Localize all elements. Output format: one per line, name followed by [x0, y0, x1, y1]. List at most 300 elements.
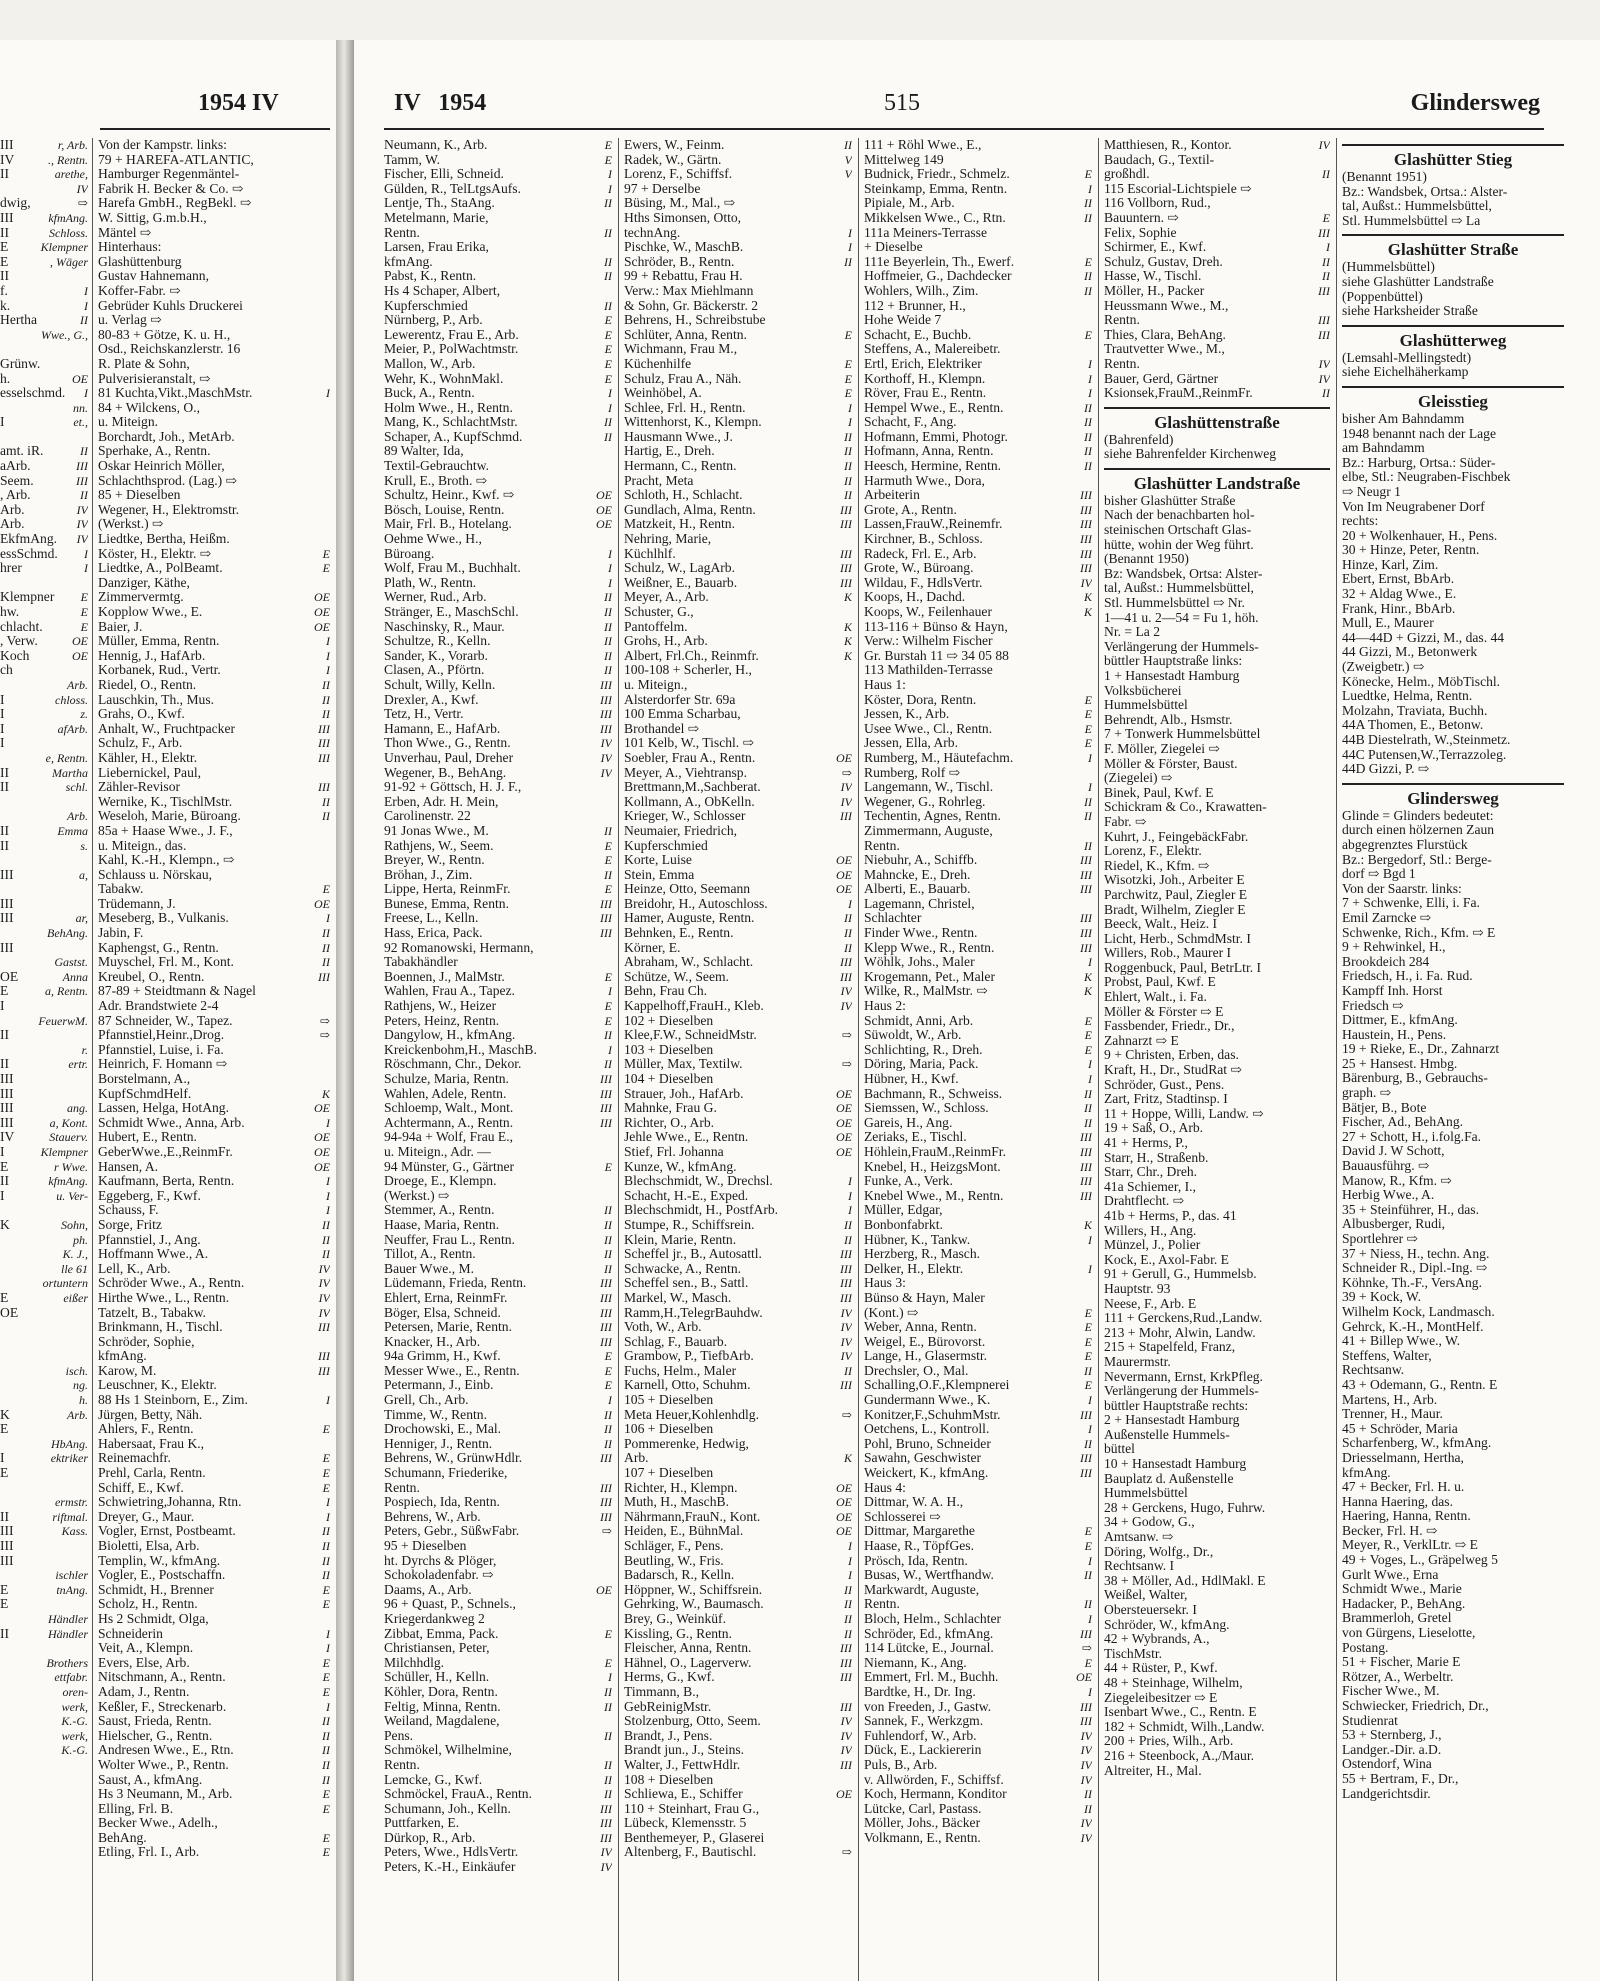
street-detail	[1104, 888, 1330, 903]
floor-marker: OE	[836, 853, 852, 868]
directory-entry	[384, 1262, 612, 1277]
entry-text: Mallon, W., Arb.	[384, 356, 476, 371]
street-detail	[1342, 1101, 1564, 1116]
floor-marker: II	[322, 1772, 330, 1787]
floor-marker: III	[840, 1641, 852, 1656]
directory-entry	[98, 678, 330, 693]
directory-entry	[384, 897, 612, 912]
floor-marker: I	[1088, 750, 1092, 765]
entry-text: amt. iR.	[0, 444, 44, 459]
floor-marker: I	[326, 1626, 330, 1641]
entry-text: Rechtsanw. I	[1104, 1559, 1175, 1574]
fragment-entry	[0, 1364, 88, 1379]
floor-marker: ⇨	[841, 1057, 852, 1072]
entry-text: Behrendt, Alb., Hsmstr.	[1104, 712, 1233, 727]
entry-text: Schröder, Sophie,	[98, 1334, 195, 1349]
entry-text: Hs 4 Schaper, Albert,	[384, 283, 501, 298]
entry-text: (Poppenbüttel)	[1342, 289, 1423, 304]
directory-entry	[98, 182, 330, 197]
floor-marker: II	[322, 1568, 330, 1583]
floor-marker: II	[1322, 167, 1330, 182]
floor-marker: III	[318, 1349, 330, 1364]
entry-text: Habersaat, Frau K.,	[98, 1436, 205, 1451]
entry-text: 53 + Sternberg, J.,	[1342, 1728, 1442, 1743]
entry-text: III	[0, 867, 14, 882]
street-detail	[1342, 911, 1564, 926]
entry-text: (Werkst.) ⇨	[384, 1188, 450, 1203]
directory-entry	[864, 240, 1092, 255]
directory-entry	[864, 284, 1092, 299]
entry-text: Wilke, R., MalMstr. ⇨	[864, 984, 988, 999]
floor-marker: II	[1084, 1101, 1092, 1116]
entry-text: Peters, K.-H., Einkäufer	[384, 1860, 516, 1875]
street-detail	[1342, 1042, 1564, 1057]
entry-text: 106 + Dieselben	[624, 1422, 714, 1437]
entry-text: Pischke, W., MaschB.	[624, 240, 744, 255]
entry-text: Friedsch ⇨	[1342, 998, 1404, 1013]
entry-text: Dittmer, E., kfmAng.	[1342, 1013, 1458, 1028]
entry-text: E	[0, 1159, 9, 1174]
entry-text: Nährmann,FrauN., Kont.	[624, 1509, 761, 1524]
floor-marker: II	[604, 823, 612, 838]
entry-text: 39 + Kock, W.	[1342, 1290, 1422, 1305]
directory-entry	[864, 1583, 1092, 1598]
directory-entry	[624, 1554, 852, 1569]
entry-text: Wöhlk, Johs., Maler	[864, 955, 975, 970]
directory-entry	[98, 1408, 330, 1423]
street-detail	[1342, 558, 1564, 573]
directory-entry	[624, 240, 852, 255]
floor-marker: IV	[1318, 138, 1330, 152]
street-detail	[1104, 1764, 1330, 1779]
fragment-entry	[0, 970, 88, 985]
right-column-3	[864, 138, 1092, 1845]
entry-text: Gehrck, K.-H., MontHelf.	[1342, 1319, 1484, 1334]
floor-marker: E	[604, 999, 612, 1014]
directory-entry	[624, 853, 852, 868]
entry-text: Grahs, O., Kwf.	[98, 707, 185, 722]
entry-text: Thon Wwe., G., Rentn.	[384, 736, 511, 751]
floor-marker: E	[604, 138, 612, 152]
directory-entry	[384, 1758, 612, 1773]
floor-marker: II	[322, 1232, 330, 1247]
entry-text: Larsen, Frau Erika,	[384, 240, 489, 255]
directory-entry	[98, 1043, 330, 1058]
directory-entry	[384, 1101, 612, 1116]
floor-marker: ⇨	[841, 1845, 852, 1860]
column-divider	[858, 138, 859, 1981]
floor-marker: II	[844, 926, 852, 941]
directory-entry	[864, 1495, 1092, 1510]
entry-text: Lauschkin, Th., Mus.	[98, 692, 215, 707]
entry-text: Schlosserei ⇨	[864, 1509, 941, 1524]
floor-marker: IV	[318, 1276, 330, 1291]
directory-entry	[98, 1028, 330, 1043]
entry-text: Weber, Anna, Rentn.	[864, 1320, 977, 1335]
entry-text: Achtermann, A., Rentn.	[384, 1115, 514, 1130]
entry-text: Köhler, Dora, Rentn.	[384, 1684, 498, 1699]
directory-entry	[98, 1685, 330, 1700]
entry-text: Beeck, Walt., Heiz. I	[1104, 917, 1218, 932]
directory-entry	[98, 1291, 330, 1306]
floor-marker: E	[1084, 1524, 1092, 1539]
entry-text: Von der Kampstr. links:	[98, 138, 227, 152]
directory-entry	[864, 839, 1092, 854]
street-detail	[1104, 1399, 1330, 1414]
street-detail	[1104, 800, 1330, 815]
entry-text: Hanna Haering, das.	[1342, 1494, 1453, 1509]
fragment-entry	[0, 824, 88, 839]
entry-text: 104 + Dieselben	[624, 1072, 714, 1086]
directory-entry	[624, 488, 852, 503]
directory-entry	[98, 693, 330, 708]
entry-text: Altenberg, F., Bautischl.	[624, 1845, 757, 1860]
entry-text: 100-108 + Scherler, H.,	[624, 663, 752, 678]
fragment-entry	[0, 1408, 88, 1423]
entry-text: Schloth, H., Schlacht.	[624, 488, 743, 503]
right-column-4	[1104, 138, 1330, 1778]
directory-entry	[864, 372, 1092, 387]
entry-text: Bösch, Louise, Rentn.	[384, 502, 505, 517]
entry-text: Parchwitz, Paul, Ziegler E	[1104, 887, 1248, 902]
entry-text: Kollmann, A., ObKelln.	[624, 794, 755, 809]
directory-entry	[384, 255, 612, 270]
floor-marker: II	[604, 648, 612, 663]
directory-entry	[864, 1510, 1092, 1525]
floor-marker: I	[1088, 356, 1092, 371]
street-detail	[1342, 675, 1564, 690]
entry-text: Kraft, H., Dr., StudRat ⇨	[1104, 1063, 1242, 1078]
street-detail	[1104, 625, 1330, 640]
floor-marker: s.	[80, 838, 88, 853]
fragment-entry	[0, 1116, 88, 1131]
directory-entry	[384, 1014, 612, 1029]
floor-marker: II	[844, 254, 852, 269]
entry-text: Felix, Sophie	[1104, 225, 1177, 240]
floor-marker: I	[608, 984, 612, 999]
floor-marker: I	[326, 648, 330, 663]
entry-text: 81 Kuchta,Vikt.,MaschMstr.	[98, 386, 253, 401]
floor-marker: werk,	[61, 1728, 88, 1743]
fragment-entry	[0, 1437, 88, 1452]
directory-entry	[864, 795, 1092, 810]
floor-marker: III	[1318, 283, 1330, 298]
entry-text: Drexler, A., Kwf.	[384, 692, 479, 707]
floor-marker: III	[1080, 532, 1092, 547]
entry-text: 25 + Hansest. Hmbg.	[1342, 1056, 1458, 1071]
directory-entry	[98, 226, 330, 241]
street-detail	[1342, 853, 1564, 868]
entry-text: Blechschmidt, H., PostfArb.	[624, 1203, 779, 1218]
floor-marker: III	[600, 692, 612, 707]
entry-text: Knebel Wwe., M., Rentn.	[864, 1188, 1004, 1203]
entry-text: Fischer Wwe., M.	[1342, 1684, 1440, 1699]
entry-text: Lassen, Helga, HotAng.	[98, 1101, 229, 1116]
floor-marker: I	[848, 225, 852, 240]
entry-text: kfmAng.	[1342, 1465, 1391, 1480]
entry-text: siehe Glashütter Landstraße	[1342, 274, 1494, 289]
entry-text: Schmidt, H., Brenner	[98, 1582, 214, 1597]
entry-text: Weseloh, Marie, Büroang.	[98, 809, 241, 824]
floor-marker: Stauerv.	[49, 1130, 88, 1145]
entry-text: Roggenbuck, Paul, BetrLtr. I	[1104, 960, 1262, 975]
floor-marker: K.-G.	[61, 1714, 88, 1729]
street-detail	[1104, 494, 1330, 509]
entry-text: Wolf, Frau M., Buchhalt.	[384, 561, 521, 576]
directory-entry	[864, 1087, 1092, 1102]
directory-entry	[864, 401, 1092, 416]
floor-marker: lle 61	[61, 1261, 88, 1276]
directory-entry	[384, 401, 612, 416]
directory-entry	[864, 853, 1092, 868]
directory-entry	[384, 269, 612, 284]
street-detail	[1104, 1530, 1330, 1545]
entry-text: Grambow, P., TiefbArb.	[624, 1349, 754, 1364]
floor-marker: OE	[72, 371, 88, 386]
floor-marker: Arb.	[67, 809, 88, 824]
street-detail	[1342, 351, 1564, 366]
floor-marker: IV	[840, 1743, 852, 1758]
entry-text: Glinde = Glinders bedeutet:	[1342, 808, 1494, 823]
entry-text: büttler Hauptstraße rechts:	[1104, 1398, 1249, 1413]
entry-text: Beutling, W., Fris.	[624, 1553, 724, 1568]
entry-text: Starr, H., Straßenb.	[1104, 1150, 1209, 1165]
directory-entry	[624, 561, 852, 576]
entry-text: Peters, Heinz, Rentn.	[384, 1013, 500, 1028]
floor-marker: I	[1088, 371, 1092, 386]
entry-text: Kähler, H., Elektr.	[98, 750, 198, 765]
directory-entry	[384, 1773, 612, 1788]
directory-entry	[624, 1787, 852, 1802]
floor-marker: I	[326, 1495, 330, 1510]
floor-marker: III	[840, 1261, 852, 1276]
entry-text: Altreiter, H., Mal.	[1104, 1763, 1202, 1778]
floor-marker: III	[1080, 1130, 1092, 1145]
fragment-entry	[0, 1597, 88, 1612]
entry-text: Küchenhilfe	[624, 356, 692, 371]
street-detail	[1342, 500, 1564, 515]
directory-entry	[384, 693, 612, 708]
floor-marker: III	[1080, 911, 1092, 926]
entry-text: Licht, Herb., SchmdMstr. I	[1104, 931, 1251, 946]
entry-text: Schneiderin	[98, 1626, 163, 1641]
directory-entry	[98, 795, 330, 810]
entry-text: Schlachthsprod. (Lag.) ⇨	[98, 473, 237, 488]
entry-text: 85 + Dieselben	[98, 488, 181, 503]
entry-text: Bz.: Harburg, Ortsa.: Süder-	[1342, 455, 1496, 470]
entry-text: Schultz, Heinr., Kwf. ⇨	[384, 488, 515, 503]
entry-text: 108 + Dieselben	[624, 1772, 714, 1787]
street-detail	[1104, 1136, 1330, 1151]
floor-marker: E	[604, 853, 612, 868]
fragment-entry	[0, 1583, 88, 1598]
entry-text: Pohl, Bruno, Schneider	[864, 1436, 991, 1451]
floor-marker: OE	[314, 619, 330, 634]
entry-text: Plath, W., Rentn.	[384, 575, 477, 590]
floor-marker: IV	[1080, 1757, 1092, 1772]
floor-marker: II	[322, 1524, 330, 1539]
floor-marker: IV	[840, 999, 852, 1014]
entry-text: II	[0, 167, 10, 182]
entry-text: Obersteuersekr. I	[1104, 1603, 1197, 1617]
fragment-entry	[0, 167, 88, 182]
entry-text: II	[0, 225, 10, 240]
entry-text: Wohlers, Wilh., Zim.	[864, 283, 979, 298]
directory-entry	[384, 590, 612, 605]
street-detail	[1342, 1670, 1564, 1685]
entry-text: Schlauss u. Nörskau,	[98, 867, 213, 882]
entry-text: Lippe, Herta, ReinmFr.	[384, 882, 511, 897]
entry-text: 44B Diestelrath, W.,Steinmetz.	[1342, 733, 1511, 747]
directory-entry	[98, 663, 330, 678]
entry-text: Zibbat, Emma, Pack.	[384, 1626, 499, 1641]
entry-text: Möller, H., Packer	[1104, 283, 1205, 298]
floor-marker: I	[608, 386, 612, 401]
floor-marker: E	[604, 1159, 612, 1174]
directory-entry	[624, 459, 852, 474]
directory-entry	[384, 1685, 612, 1700]
floor-marker: III	[840, 1247, 852, 1262]
floor-marker: II	[844, 138, 852, 152]
fragment-entry	[0, 1627, 88, 1642]
floor-marker: E	[604, 882, 612, 897]
directory-entry	[384, 1364, 612, 1379]
directory-entry	[624, 1087, 852, 1102]
street-detail	[1342, 1393, 1564, 1408]
entry-text: Andresen Wwe., E., Rtn.	[98, 1743, 234, 1758]
floor-marker: II	[844, 1597, 852, 1612]
street-detail	[1342, 1538, 1564, 1553]
entry-text: Liedtke, A., PolBeamt.	[98, 561, 223, 576]
floor-marker: III	[600, 1320, 612, 1335]
entry-text: Krieger, W., Schlosser	[624, 809, 746, 824]
floor-marker: IV	[76, 502, 88, 517]
directory-entry	[864, 1466, 1092, 1481]
floor-marker: E	[604, 371, 612, 386]
directory-entry	[98, 430, 330, 445]
directory-entry	[624, 1130, 852, 1145]
floor-marker: ar,	[75, 911, 88, 926]
entry-text: Schüller, H., Kelln.	[384, 1670, 490, 1685]
street-detail	[1342, 427, 1564, 442]
entry-text: Brettmann,M.,Sachberat.	[624, 780, 761, 795]
floor-marker: III	[840, 546, 852, 561]
street-detail	[1104, 1282, 1330, 1297]
floor-marker: Brothers	[46, 1655, 88, 1670]
directory-entry	[384, 1393, 612, 1408]
floor-marker: II	[604, 269, 612, 284]
fragment-entry	[0, 1043, 88, 1058]
directory-entry	[624, 751, 852, 766]
floor-marker: E	[1084, 327, 1092, 342]
directory-entry	[864, 1043, 1092, 1058]
entry-text: Baier, J.	[98, 619, 143, 634]
directory-entry	[624, 1057, 852, 1072]
fragment-entry	[0, 1670, 88, 1685]
floor-marker: III	[600, 1115, 612, 1130]
street-detail	[1342, 1349, 1564, 1364]
directory-entry	[384, 1408, 612, 1423]
directory-entry	[98, 1787, 330, 1802]
floor-marker: kfmAng.	[48, 210, 88, 225]
header-rule	[384, 128, 1544, 130]
entry-text: 80-83 + Götze, K. u. H.,	[98, 327, 231, 342]
entry-text: Mikkelsen Wwe., C., Rtn.	[864, 210, 1006, 225]
floor-marker: E	[604, 1655, 612, 1670]
entry-text: 111 + Gerckens,Rud.,Landw.	[1104, 1311, 1263, 1326]
entry-text: 87-89 + Steidtmann & Nagel	[98, 984, 256, 999]
directory-entry	[384, 342, 612, 357]
floor-marker: riftmal.	[52, 1509, 88, 1524]
entry-text: , Verw.	[0, 634, 38, 649]
directory-entry	[864, 255, 1092, 270]
directory-entry	[98, 459, 330, 474]
entry-text: OE	[0, 969, 19, 984]
entry-text: Budnick, Friedr., Schmelz.	[864, 167, 1010, 182]
entry-text: Rumberg, Rolf ⇨	[864, 765, 961, 780]
directory-entry	[624, 1043, 852, 1058]
fragment-entry	[0, 474, 88, 489]
entry-text: BehAng.	[98, 1830, 147, 1845]
entry-text: Pens.	[384, 1728, 414, 1743]
floor-marker: III	[1080, 867, 1092, 882]
entry-text: I	[0, 736, 5, 751]
entry-text: 84 + Wilckens, O.,	[98, 400, 201, 415]
directory-entry	[624, 284, 852, 299]
entry-text: Emil Zarncke ⇨	[1342, 910, 1432, 925]
entry-text: III	[0, 940, 14, 955]
directory-entry	[98, 1597, 330, 1612]
floor-marker: I	[1088, 1553, 1092, 1568]
entry-text: W. Sittig, G.m.b.H.,	[98, 210, 207, 225]
floor-marker: IV	[600, 750, 612, 765]
directory-entry	[864, 196, 1092, 211]
floor-marker: E	[604, 1378, 612, 1393]
entry-text: Stl. Hummelsbüttel ⇨ La	[1342, 213, 1481, 228]
street-heading: Glashüttenstraße	[1104, 407, 1330, 433]
entry-text: Veit, A., Klempn.	[98, 1641, 194, 1656]
entry-text: Schaper, A., KupfSchmd.	[384, 429, 523, 444]
entry-text: E	[0, 240, 9, 255]
floor-marker: II	[322, 955, 330, 970]
entry-text: KupfSchmdHelf.	[98, 1086, 192, 1101]
entry-text: & Sohn, Gr. Bäckerstr. 2	[624, 298, 759, 313]
entry-text: Postang.	[1342, 1640, 1389, 1655]
directory-entry	[864, 1335, 1092, 1350]
entry-text: 97 + Derselbe	[624, 181, 701, 196]
floor-marker: II	[322, 1743, 330, 1758]
entry-text: ht. Dyrchs & Plöger,	[384, 1553, 497, 1568]
floor-marker: a, Kont.	[49, 1115, 88, 1130]
entry-text: Tetz, H., Vertr.	[384, 707, 464, 722]
entry-text: Funke, A., Verk.	[864, 1174, 953, 1189]
directory-entry	[384, 299, 612, 314]
entry-text: Hohe Weide 7	[864, 313, 942, 328]
floor-marker: II	[604, 590, 612, 605]
entry-text: Weißner, E., Bauarb.	[624, 575, 738, 590]
entry-text: Pipiale, M., Arb.	[864, 196, 955, 211]
directory-entry	[864, 693, 1092, 708]
entry-text: 111e Beyerlein, Th., Ewerf.	[864, 254, 1015, 269]
directory-entry	[384, 1524, 612, 1539]
directory-entry	[864, 620, 1092, 635]
floor-marker: II	[844, 488, 852, 503]
entry-text: Breidohr, H., Autoschloss.	[624, 896, 768, 911]
entry-text: Schmökel, Wilhelmine,	[384, 1743, 512, 1758]
directory-entry	[98, 1743, 330, 1758]
entry-text: 49 + Voges, L., Gräpelweg 5	[1342, 1553, 1498, 1568]
directory-entry	[384, 1568, 612, 1583]
